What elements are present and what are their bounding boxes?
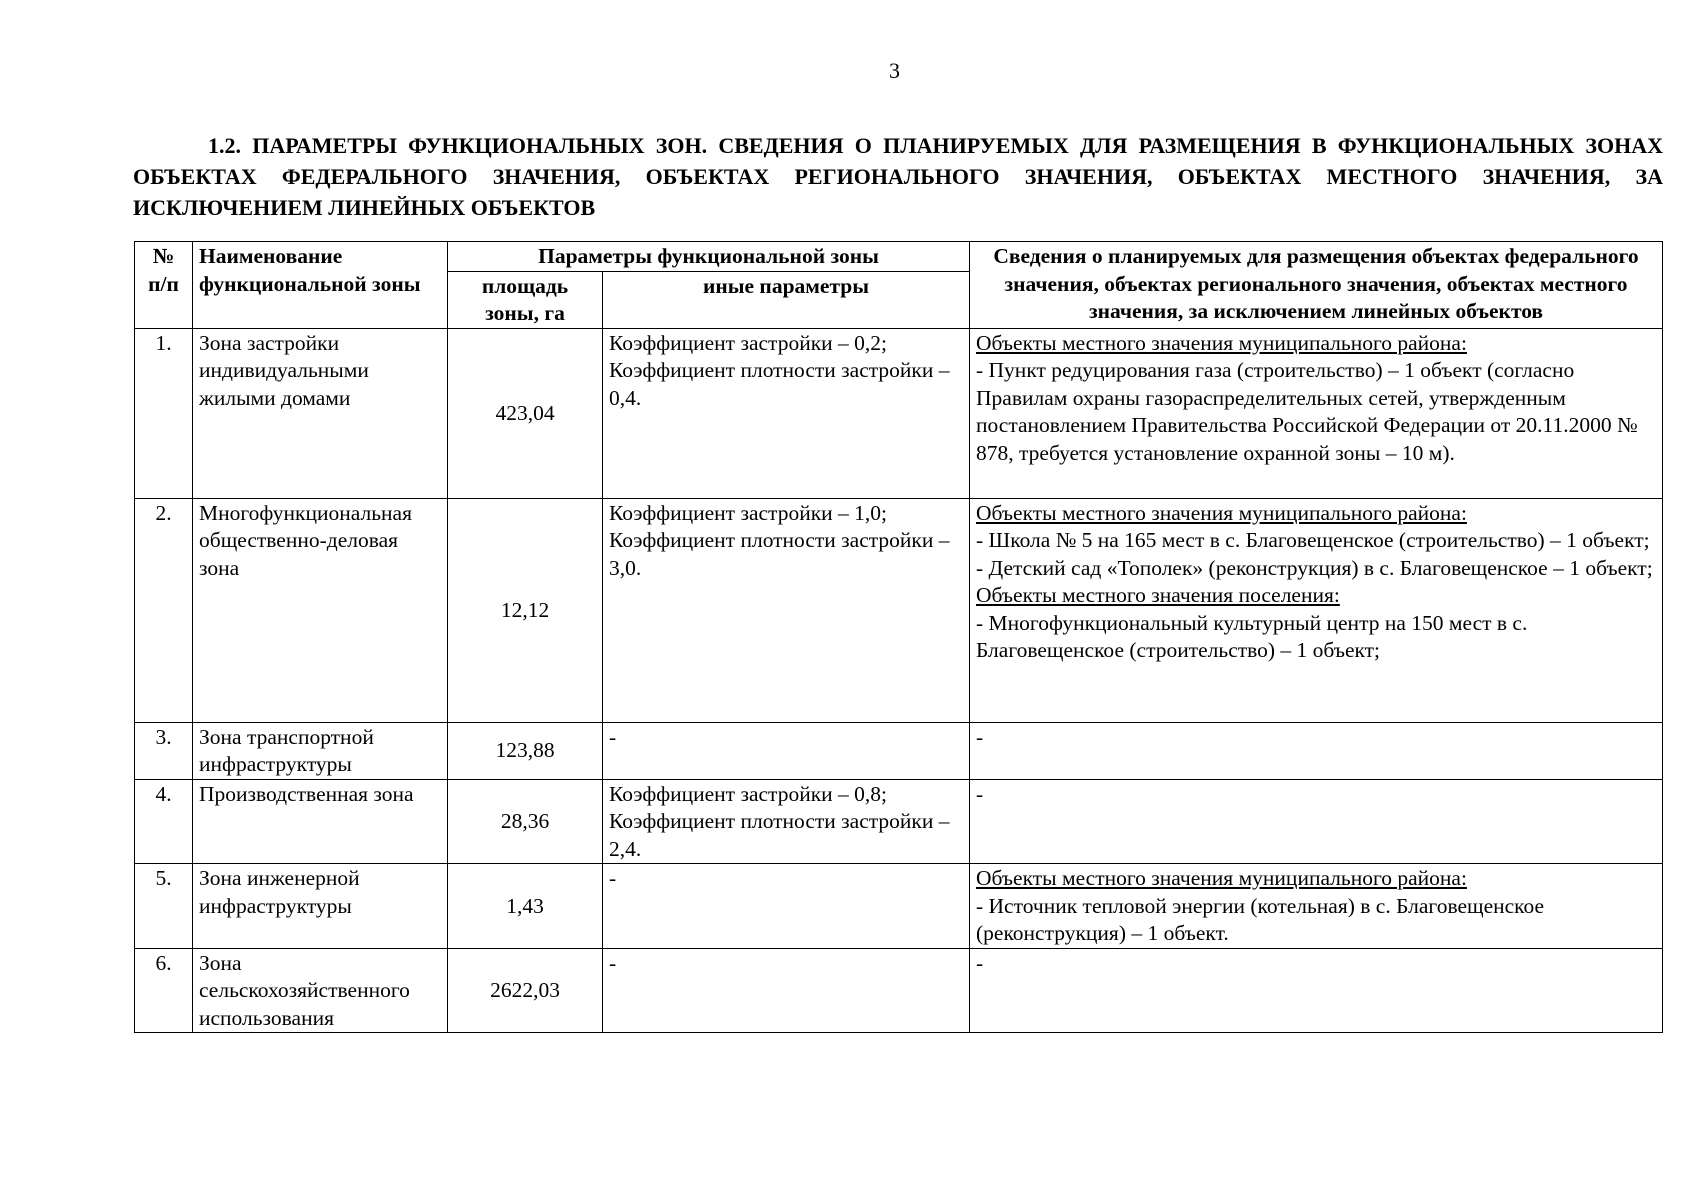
page-number: 3	[889, 58, 900, 83]
header-zone-name: Наименование функциональной зоны	[193, 242, 448, 329]
planned-objects	[970, 498, 1663, 722]
zone-area: 423,04	[448, 328, 603, 498]
header-other-parameters: иные параметры	[603, 271, 970, 328]
section-title: 1.2. ПАРАМЕТРЫ ФУНКЦИОНАЛЬНЫХ ЗОН. СВЕДЕНИЯ О ПЛАНИРУЕМЫХ ДЛЯ РАЗМЕЩЕНИЯ В ФУНКЦИОНАЛЬНЫХ ЗОНАХ ОБЪЕКТАХ ФЕДЕРАЛЬНОГО ЗНАЧЕНИЯ, ОБЪЕКТАХ РЕГИОНАЛЬНОГО ЗНАЧЕНИЯ, ОБЪЕКТАХ МЕСТНОГО ЗНАЧЕНИЯ, ЗА ИСКЛЮЧЕНИЕМ ЛИНЕЙНЫХ ОБЪЕКТОВ	[133, 133, 1663, 220]
planned-objects-heading: Объекты местного значения муниципального района:	[976, 866, 1467, 890]
planned-objects-heading: Объекты местного значения поселения:	[976, 583, 1340, 607]
table-row	[135, 722, 1663, 779]
row-number: 6.	[135, 948, 193, 1033]
planned-object-item: - Детский сад «Тополек» (реконструкция) в с. Благовещенское – 1 объект;	[976, 555, 1653, 580]
table-row	[135, 948, 1663, 1033]
header-zone-parameters: Параметры функциональной зоны	[448, 242, 970, 272]
planned-objects	[970, 864, 1663, 949]
functional-zones-table	[134, 241, 1663, 1033]
other-parameters: Коэффициент застройки – 0,2; Коэффициент плотности застройки – 0,4.	[603, 328, 970, 498]
row-number: 5.	[135, 864, 193, 949]
header-zone-area: площадь зоны, га	[448, 271, 603, 328]
other-parameters: -	[603, 864, 970, 949]
row-number: 2.	[135, 498, 193, 722]
zone-name: Производственная зона	[193, 779, 448, 864]
table-row	[135, 864, 1663, 949]
other-parameters: -	[603, 722, 970, 779]
other-parameters: Коэффициент застройки – 0,8; Коэффициент плотности застройки – 2,4.	[603, 779, 970, 864]
zone-name: Зона транспортной инфраструктуры	[193, 722, 448, 779]
zone-name: Зона сельскохозяйственного использования	[193, 948, 448, 1033]
planned-object-item: - Пункт редуцирования газа (строительство) – 1 объект (согласно Правилам охраны газораспределительных сетей, утвержденным постановлением Правительства Российской Федерации от 20.11.2000 № 878, требуется установление охранной зоны – 10 м).	[976, 358, 1638, 465]
zone-name: Зона инженерной инфраструктуры	[193, 864, 448, 949]
table-row	[135, 498, 1663, 722]
zone-area: 28,36	[448, 779, 603, 864]
table-row	[135, 779, 1663, 864]
zone-area: 1,43	[448, 864, 603, 949]
planned-objects: -	[970, 722, 1663, 779]
planned-objects: -	[970, 779, 1663, 864]
other-parameters: Коэффициент застройки – 1,0; Коэффициент плотности застройки – 3,0.	[603, 498, 970, 722]
table-header-row	[135, 242, 1663, 272]
zone-name: Многофункциональная общественно-деловая зона	[193, 498, 448, 722]
zone-area: 123,88	[448, 722, 603, 779]
planned-object-item: - Многофункциональный культурный центр на 150 мест в с. Благовещенское (строительство) – 1 объект;	[976, 610, 1528, 662]
row-number: 3.	[135, 722, 193, 779]
row-number: 1.	[135, 328, 193, 498]
header-planned-objects: Сведения о планируемых для размещения объектах федерального значения, объектах регионального значения, объектах местного значения, за исключением линейных объектов	[970, 242, 1663, 329]
header-number: № п/п	[135, 242, 193, 329]
planned-objects: -	[970, 948, 1663, 1033]
planned-objects-heading: Объекты местного значения муниципального района:	[976, 330, 1467, 355]
zone-area: 2622,03	[448, 948, 603, 1033]
planned-object-item: - Школа № 5 на 165 мест в с. Благовещенское (строительство) – 1 объект;	[976, 528, 1650, 552]
table-row	[135, 328, 1663, 498]
row-number: 4.	[135, 779, 193, 864]
other-parameters: -	[603, 948, 970, 1033]
zone-area: 12,12	[448, 498, 603, 722]
planned-objects	[970, 328, 1663, 498]
zone-name: Зона застройки индивидуальными жилыми домами	[193, 328, 448, 498]
planned-object-item: - Источник тепловой энергии (котельная) в с. Благовещенское (реконструкция) – 1 объект.	[976, 893, 1545, 945]
planned-objects-heading: Объекты местного значения муниципального района:	[976, 500, 1467, 525]
